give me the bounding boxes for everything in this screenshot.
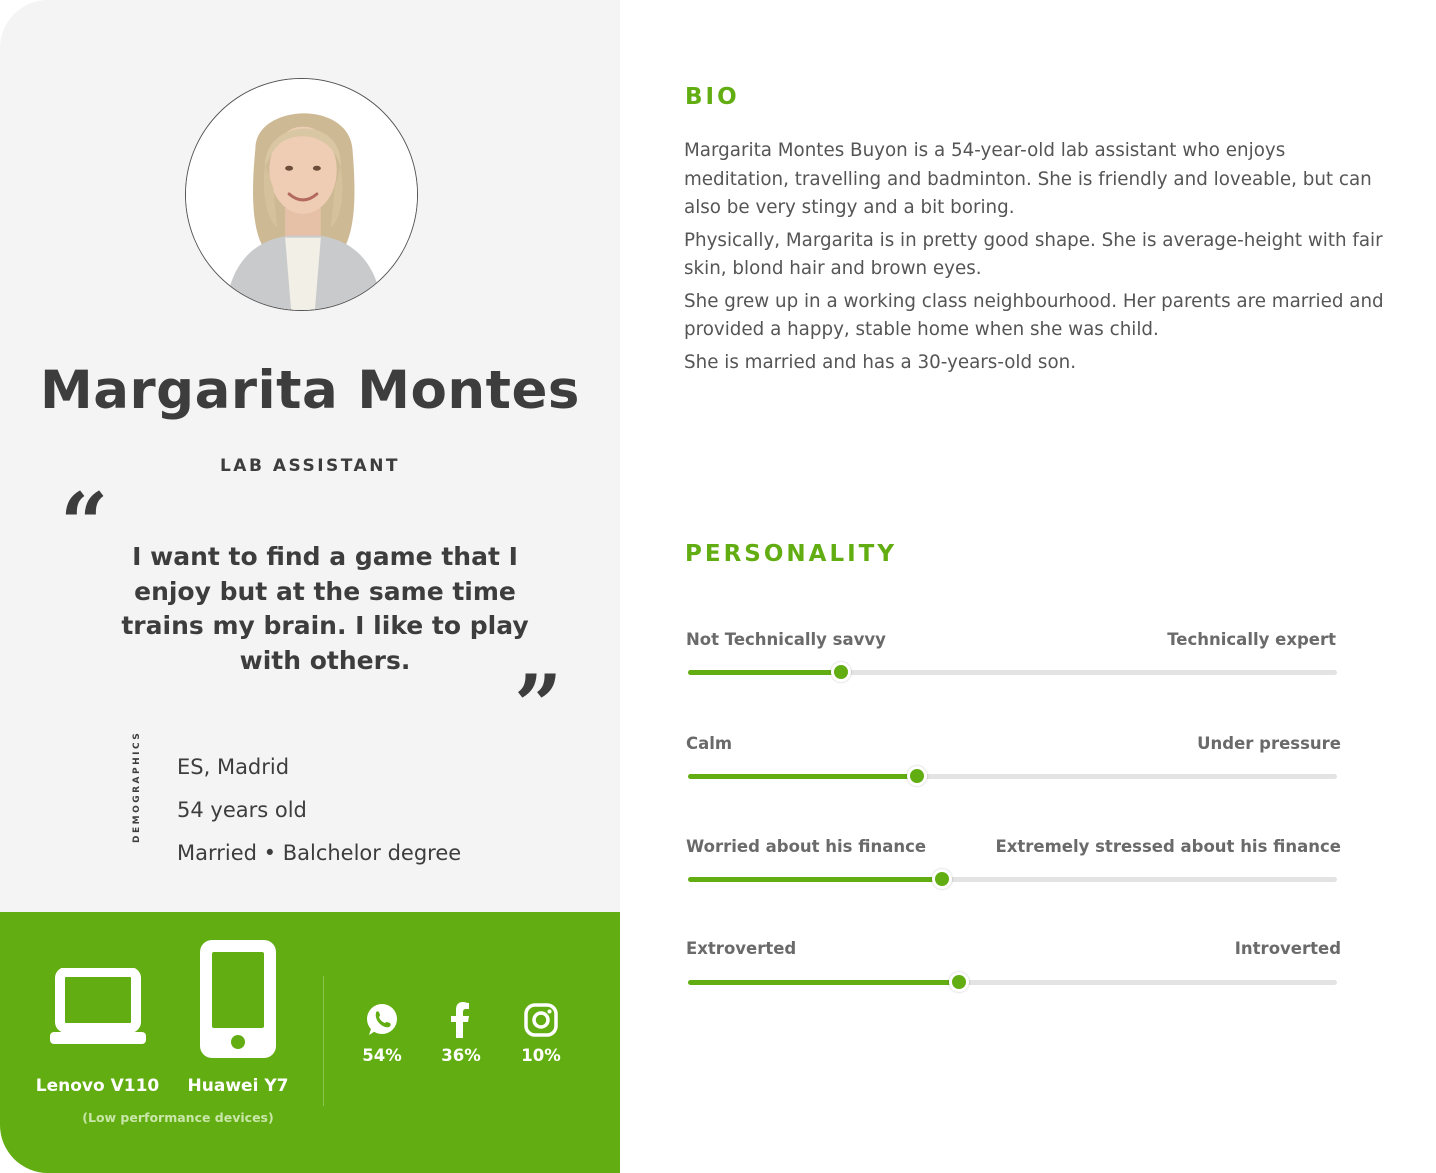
trait-finance-right-label: Extremely stressed about his finance (995, 837, 1341, 856)
persona-name: Margarita Montes (40, 360, 580, 421)
bio-text (684, 137, 1384, 381)
trait-tech-fill (688, 670, 841, 675)
trait-pressure-track (688, 774, 1337, 779)
trait-introversion-fill (688, 980, 959, 985)
device-phone-label: Huawei Y7 (187, 1076, 289, 1096)
social-instagram (511, 1002, 571, 1065)
trait-finance-left-label: Worried about his finance (686, 837, 927, 856)
demographics-list (177, 752, 461, 881)
social-instagram-percent: 10% (521, 1046, 561, 1065)
trait-tech-left-label: Not Technically savvy (686, 630, 886, 649)
social-whatsapp-percent: 54% (362, 1046, 402, 1065)
trait-pressure-right-label: Under pressure (1197, 734, 1341, 753)
bio-paragraph: Margarita Montes Buyon is a 54-year-old lab assistant who enjoys meditation, travelling and badminton. She is friendly and loveable, but can also be very stingy and a bit boring. (684, 140, 1372, 218)
quote-open-mark: “ (60, 474, 109, 573)
social-facebook-percent: 36% (441, 1046, 481, 1065)
trait-pressure-slider-handle[interactable] (907, 766, 927, 786)
trait-tech-right-label: Technically expert (1167, 630, 1336, 649)
demographics-label: DEMOGRAPHICS (132, 730, 142, 843)
trait-finance-slider-handle[interactable] (932, 869, 952, 889)
whatsapp-icon (364, 1002, 400, 1038)
social-facebook (431, 1002, 491, 1065)
trait-introversion-left-label: Extroverted (686, 939, 797, 958)
trait-tech-track (688, 670, 1337, 675)
instagram-icon (523, 1002, 559, 1038)
trait-introversion-right-label: Introverted (1234, 939, 1341, 958)
bio-paragraph: She grew up in a working class neighbourhood. Her parents are married and provided a happy, stable home when she was child. (684, 290, 1384, 340)
trait-tech-slider-handle[interactable] (831, 662, 851, 682)
social-whatsapp (352, 1002, 412, 1065)
laptop-icon (50, 968, 146, 1046)
avatar-photo (186, 79, 417, 310)
quote-close-mark: ” (514, 656, 563, 755)
demographics-status: Married • Balchelor degree (177, 841, 462, 865)
avatar (185, 78, 418, 311)
demographics-location: ES, Madrid (177, 755, 290, 779)
personality-title: PERSONALITY (685, 541, 898, 567)
device-laptop-label: Lenovo V110 (35, 1076, 160, 1096)
persona-quote: I want to find a game that I enjoy but at the same time trains my brain. I like to play with others. (121, 542, 529, 675)
bio-paragraph: She is married and has a 30-years-old son. (684, 351, 1077, 373)
device-phone (178, 940, 298, 1096)
devices-divider (323, 976, 324, 1106)
persona-role: LAB ASSISTANT (219, 456, 401, 476)
trait-introversion-track (688, 980, 1337, 985)
devices-note: (Low performance devices) (82, 1110, 274, 1125)
device-laptop (30, 968, 165, 1096)
trait-pressure-fill (688, 774, 917, 779)
profile-panel (0, 0, 620, 1173)
facebook-icon (443, 1002, 479, 1038)
trait-finance-fill (688, 877, 942, 882)
smartphone-icon (200, 940, 276, 1058)
trait-finance-track (688, 877, 1337, 882)
bio-title: BIO (685, 84, 740, 110)
trait-introversion-slider-handle[interactable] (949, 972, 969, 992)
devices-bar (0, 912, 620, 1173)
demographics-age: 54 years old (177, 798, 307, 822)
trait-pressure-left-label: Calm (686, 734, 733, 753)
bio-paragraph: Physically, Margarita is in pretty good shape. She is average-height with fair skin, blond hair and brown eyes. (684, 229, 1383, 279)
